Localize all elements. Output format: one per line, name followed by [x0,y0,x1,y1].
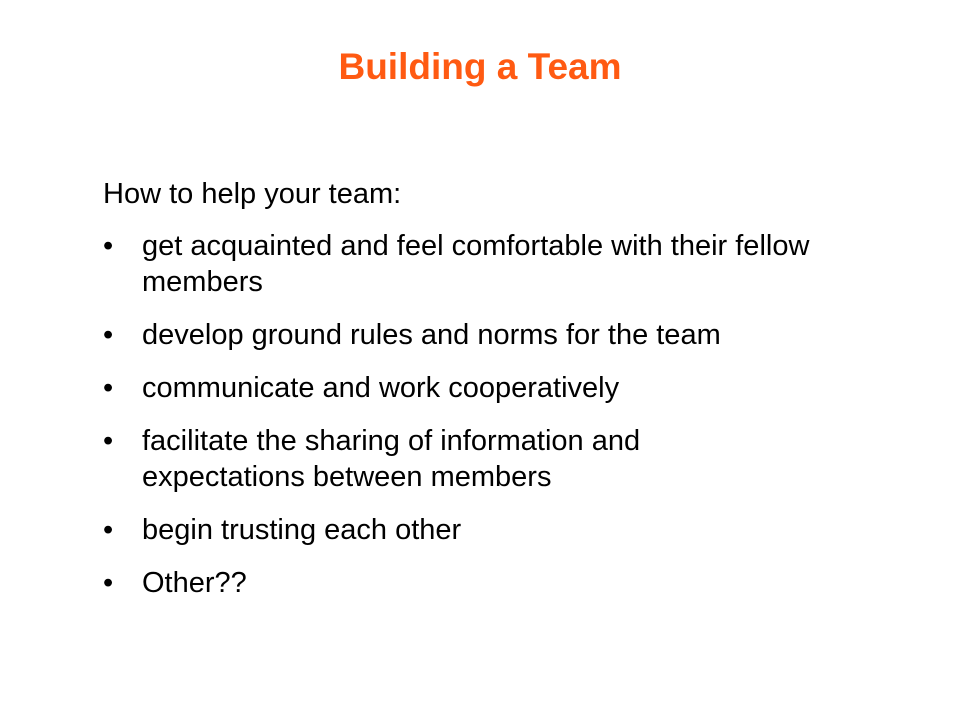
bullet-text: Other?? [142,567,247,599]
bullet-text: develop ground rules and norms for the team [142,319,721,351]
bullet-item [103,423,903,495]
slide-title: Building a Team [338,46,622,87]
bullet-text: begin trusting each other [142,514,462,546]
bullet-icon: • [103,319,114,351]
slide-body [103,176,903,618]
bullet-item [103,370,903,406]
bullet-icon: • [103,567,114,599]
bullet-text: facilitate the sharing of information and expectations between members [142,425,641,493]
intro-text: How to help your team: [103,178,402,210]
bullet-icon: • [103,425,114,457]
bullet-text: get acquainted and feel comfortable with their fellow members [142,230,810,298]
bullet-text: communicate and work cooperatively [142,372,620,404]
bullet-item [103,228,903,300]
bullet-icon: • [103,372,114,404]
bullet-item [103,512,903,548]
bullet-item [103,317,903,353]
bullet-list [103,228,903,601]
bullet-item [103,565,903,601]
bullet-icon: • [103,514,114,546]
bullet-icon: • [103,230,114,262]
